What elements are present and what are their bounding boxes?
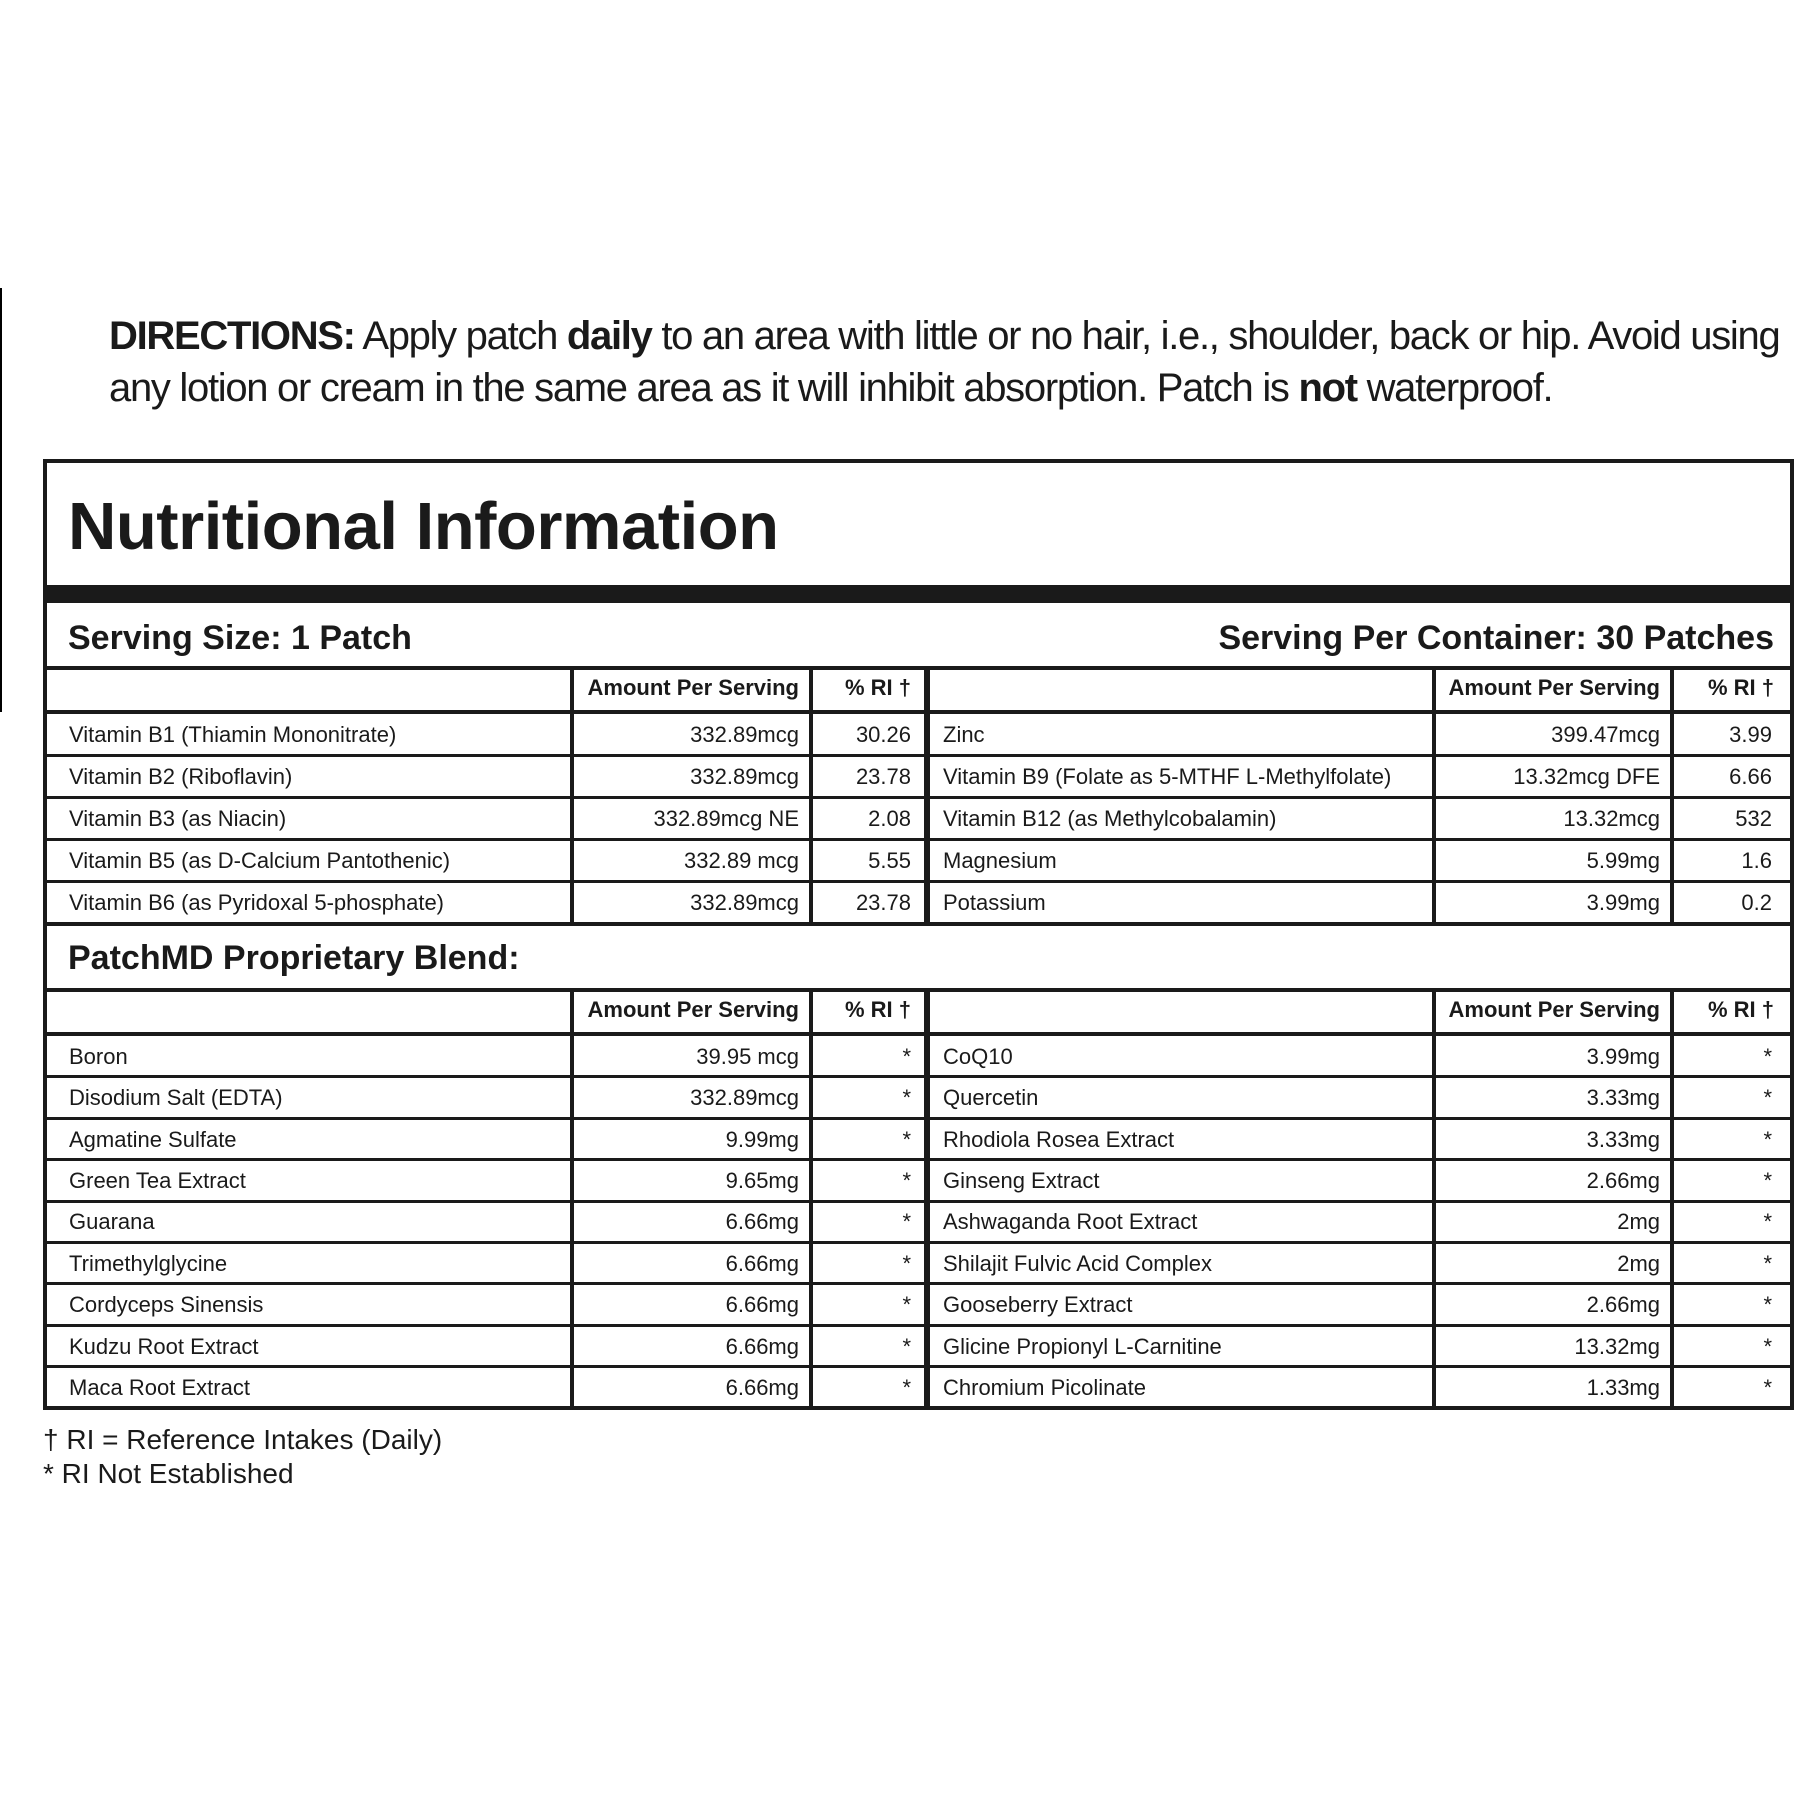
blend-table-row-amount-left: 9.99mg	[725, 1126, 799, 1152]
blend-table-row-amount-left: 6.66mg	[725, 1250, 799, 1276]
vitamin-table-row-name-right: Potassium	[943, 890, 1046, 915]
blend-table-row-name-right: Ginseng Extract	[943, 1167, 1100, 1193]
vitamin-table-column-rule	[924, 669, 930, 924]
blend-table-row-ri-left: *	[902, 1333, 911, 1359]
blend-table-column-rule	[570, 991, 574, 1409]
blend-table-header-amount-left: Amount Per Serving	[587, 997, 799, 1022]
blend-table-row-ri-right: *	[1763, 1333, 1772, 1359]
vitamin-table-header-amount-left: Amount Per Serving	[587, 675, 799, 700]
vitamin-table-row-name-right: Vitamin B12 (as Methylcobalamin)	[943, 806, 1277, 831]
directions-part-1: Apply patch	[362, 314, 558, 358]
blend-table-row-ri-left: *	[902, 1167, 911, 1193]
vitamin-table-header-ri-left: % RI †	[844, 675, 911, 700]
vitamin-table-column-rule	[1670, 669, 1674, 924]
vitamin-table-row-amount-left: 332.89mcg NE	[653, 806, 799, 831]
vitamin-table-row-amount-right: 13.32mcg	[1563, 806, 1660, 831]
vitamin-table-column-rule	[1432, 669, 1436, 924]
vitamin-table-row-ri-right: 1.6	[1741, 848, 1772, 873]
vitamin-table-bottom-rule	[47, 922, 1790, 926]
vitamin-table-row-ri-right: 6.66	[1729, 764, 1772, 789]
vitamin-table-column-rule	[570, 669, 574, 924]
blend-table-row-rule	[47, 1324, 1790, 1327]
vitamin-table-row-rule	[47, 880, 1790, 883]
vitamin-table-row-ri-left: 2.08	[868, 806, 911, 831]
blend-table-row-ri-left: *	[902, 1250, 911, 1276]
blend-table-row-name-right: Glicine Propionyl L-Carnitine	[943, 1333, 1222, 1359]
vitamin-table-row-name-left: Vitamin B6 (as Pyridoxal 5-phosphate)	[69, 890, 445, 915]
blend-table-column-rule	[1670, 991, 1674, 1409]
blend-table-row-amount-left: 6.66mg	[725, 1374, 799, 1400]
blend-table-row-amount-left: 39.95 mcg	[696, 1043, 799, 1069]
blend-table-column-rule	[924, 991, 930, 1409]
nutrition-panel	[43, 459, 1794, 1410]
blend-table-row-ri-right: *	[1763, 1209, 1772, 1235]
blend-table-row-ri-left: *	[902, 1374, 911, 1400]
vitamin-table-row-name-left: Vitamin B2 (Riboflavin)	[69, 764, 293, 789]
blend-table-header-rule	[47, 1032, 1790, 1036]
vitamin-table-row-ri-left: 5.55	[868, 848, 911, 873]
blend-table-row-rule	[47, 1075, 1790, 1078]
blend-table-row-name-left: Cordyceps Sinensis	[69, 1292, 264, 1318]
blend-table-row-ri-left: *	[902, 1043, 911, 1069]
directions-emphasis-daily: daily	[566, 314, 652, 358]
vitamin-table-row-ri-left: 23.78	[855, 890, 911, 915]
vitamin-table-row-ri-left: 23.78	[855, 764, 911, 789]
vitamin-table-row-ri-right: 3.99	[1729, 722, 1772, 747]
blend-table-row-amount-left: 6.66mg	[725, 1333, 799, 1359]
left-edge-rule	[0, 288, 2, 712]
blend-table-row-name-right: Shilajit Fulvic Acid Complex	[943, 1250, 1212, 1276]
blend-table-row-name-right: Quercetin	[943, 1085, 1039, 1111]
blend-table-row-ri-right: *	[1763, 1085, 1772, 1111]
blend-table-row-name-left: Green Tea Extract	[69, 1167, 246, 1193]
blend-table-row-ri-right: *	[1763, 1126, 1772, 1152]
blend-table-row-name-left: Boron	[69, 1043, 128, 1069]
footnote-ri-definition: † RI = Reference Intakes (Daily)	[43, 1424, 443, 1455]
vitamin-table-header-amount-right: Amount Per Serving	[1448, 675, 1660, 700]
blend-table-row-amount-left: 332.89mcg	[690, 1085, 799, 1111]
blend-table-row-amount-right: 3.33mg	[1586, 1126, 1660, 1152]
vitamin-table-row-name-left: Vitamin B5 (as D-Calcium Pantothenic)	[69, 848, 451, 873]
blend-table-row-amount-right: 2.66mg	[1586, 1167, 1660, 1193]
vitamin-table-row-amount-right: 399.47mcg	[1551, 722, 1660, 747]
blend-table-header-ri-left: % RI †	[844, 997, 911, 1022]
vitamin-table-row-name-right: Magnesium	[943, 848, 1057, 873]
vitamin-table-row-amount-left: 332.89mcg	[690, 890, 799, 915]
directions-text	[109, 310, 1789, 414]
directions-part-2: to an area with little or no hair, i.e., shoulder, back or hip. Avoid using any lotion or cream in the same area as it will inhibit absorption. Patch is	[109, 314, 1780, 410]
serving-size: Serving Size: 1 Patch	[68, 619, 412, 657]
vitamin-table-top-rule	[47, 666, 1790, 670]
directions-part-3: waterproof.	[1366, 366, 1553, 410]
vitamin-table-row-amount-right: 5.99mg	[1586, 848, 1660, 873]
blend-table-row-name-left: Guarana	[69, 1209, 155, 1235]
vitamin-table-row-amount-left: 332.89 mcg	[684, 848, 799, 873]
vitamin-table-row-amount-right: 13.32mcg DFE	[1513, 764, 1660, 789]
blend-table-row-name-left: Agmatine Sulfate	[69, 1126, 237, 1152]
blend-table-row-amount-left: 9.65mg	[725, 1167, 799, 1193]
blend-table-header-amount-right: Amount Per Serving	[1448, 997, 1660, 1022]
blend-table-column-rule	[809, 991, 813, 1409]
blend-table-row-amount-right: 3.99mg	[1586, 1043, 1660, 1069]
blend-table-row-name-left: Disodium Salt (EDTA)	[69, 1085, 283, 1111]
blend-table-row-rule	[47, 1241, 1790, 1244]
blend-table-row-rule	[47, 1117, 1790, 1120]
vitamin-table-header-rule	[47, 710, 1790, 714]
blend-table-column-rule	[1432, 991, 1436, 1409]
blend-table-row-ri-right: *	[1763, 1250, 1772, 1276]
vitamin-table-row-ri-right: 532	[1735, 806, 1772, 831]
vitamin-table-row-name-right: Vitamin B9 (Folate as 5-MTHF L-Methylfolate)	[943, 764, 1392, 789]
vitamin-table-header-ri-right: % RI †	[1707, 675, 1774, 700]
blend-table-row-amount-right: 3.33mg	[1586, 1085, 1660, 1111]
footnote-ri-not-established: * RI Not Established	[43, 1458, 294, 1489]
blend-table-row-amount-right: 13.32mg	[1574, 1333, 1660, 1359]
blend-table-row-amount-right: 2mg	[1617, 1209, 1660, 1235]
blend-table-row-ri-left: *	[902, 1085, 911, 1111]
vitamin-table-row-name-left: Vitamin B3 (as Niacin)	[69, 806, 287, 831]
blend-table-row-ri-right: *	[1763, 1374, 1772, 1400]
blend-table-row-name-left: Kudzu Root Extract	[69, 1333, 259, 1359]
footnotes	[43, 1423, 442, 1491]
blend-table-top-rule	[47, 988, 1790, 992]
vitamin-table-row-name-left: Vitamin B1 (Thiamin Mononitrate)	[69, 722, 397, 747]
blend-table-row-amount-right: 2mg	[1617, 1250, 1660, 1276]
directions-emphasis-not: not	[1298, 366, 1357, 410]
vitamin-table-row-rule	[47, 754, 1790, 757]
blend-table-row-rule	[47, 1200, 1790, 1203]
vitamin-table-row-amount-left: 332.89mcg	[690, 764, 799, 789]
blend-table-row-ri-right: *	[1763, 1043, 1772, 1069]
vitamin-table-row-amount-left: 332.89mcg	[690, 722, 799, 747]
vitamin-table-row-ri-left: 30.26	[855, 722, 911, 747]
blend-table-row-name-right: Rhodiola Rosea Extract	[943, 1126, 1175, 1152]
vitamin-table-row-name-right: Zinc	[943, 722, 985, 747]
blend-table-row-ri-right: *	[1763, 1167, 1772, 1193]
blend-table-row-name-left: Trimethylglycine	[69, 1250, 228, 1276]
blend-table-row-name-right: Ashwaganda Root Extract	[943, 1209, 1198, 1235]
blend-table-row-name-right: Gooseberry Extract	[943, 1292, 1133, 1318]
blend-table-row-name-left: Maca Root Extract	[69, 1374, 250, 1400]
directions-label: DIRECTIONS:	[109, 314, 355, 358]
vitamin-table-row-rule	[47, 838, 1790, 841]
vitamin-table-row-amount-right: 3.99mg	[1586, 890, 1660, 915]
blend-table-row-amount-right: 2.66mg	[1586, 1292, 1660, 1318]
vitamin-table-column-rule	[809, 669, 813, 924]
blend-table-row-rule	[47, 1365, 1790, 1368]
blend-table-row-name-right: CoQ10	[943, 1043, 1013, 1069]
vitamin-table-row-ri-right: 0.2	[1741, 890, 1772, 915]
blend-table-row-ri-left: *	[902, 1126, 911, 1152]
blend-table-row-amount-left: 6.66mg	[725, 1209, 799, 1235]
blend-table-row-rule	[47, 1158, 1790, 1161]
vitamin-table-row-rule	[47, 796, 1790, 799]
serving-per-container: Serving Per Container: 30 Patches	[1218, 619, 1774, 657]
blend-table-header-ri-right: % RI †	[1707, 997, 1774, 1022]
title-divider	[47, 585, 1790, 603]
blend-table-row-name-right: Chromium Picolinate	[943, 1374, 1146, 1400]
panel-title: Nutritional Information	[68, 489, 779, 564]
blend-table-row-amount-left: 6.66mg	[725, 1292, 799, 1318]
blend-table-row-ri-left: *	[902, 1292, 911, 1318]
blend-table-row-ri-left: *	[902, 1209, 911, 1235]
blend-table-row-ri-right: *	[1763, 1292, 1772, 1318]
blend-table-row-amount-right: 1.33mg	[1586, 1374, 1660, 1400]
blend-title: PatchMD Proprietary Blend:	[68, 939, 520, 977]
blend-table-row-rule	[47, 1282, 1790, 1285]
